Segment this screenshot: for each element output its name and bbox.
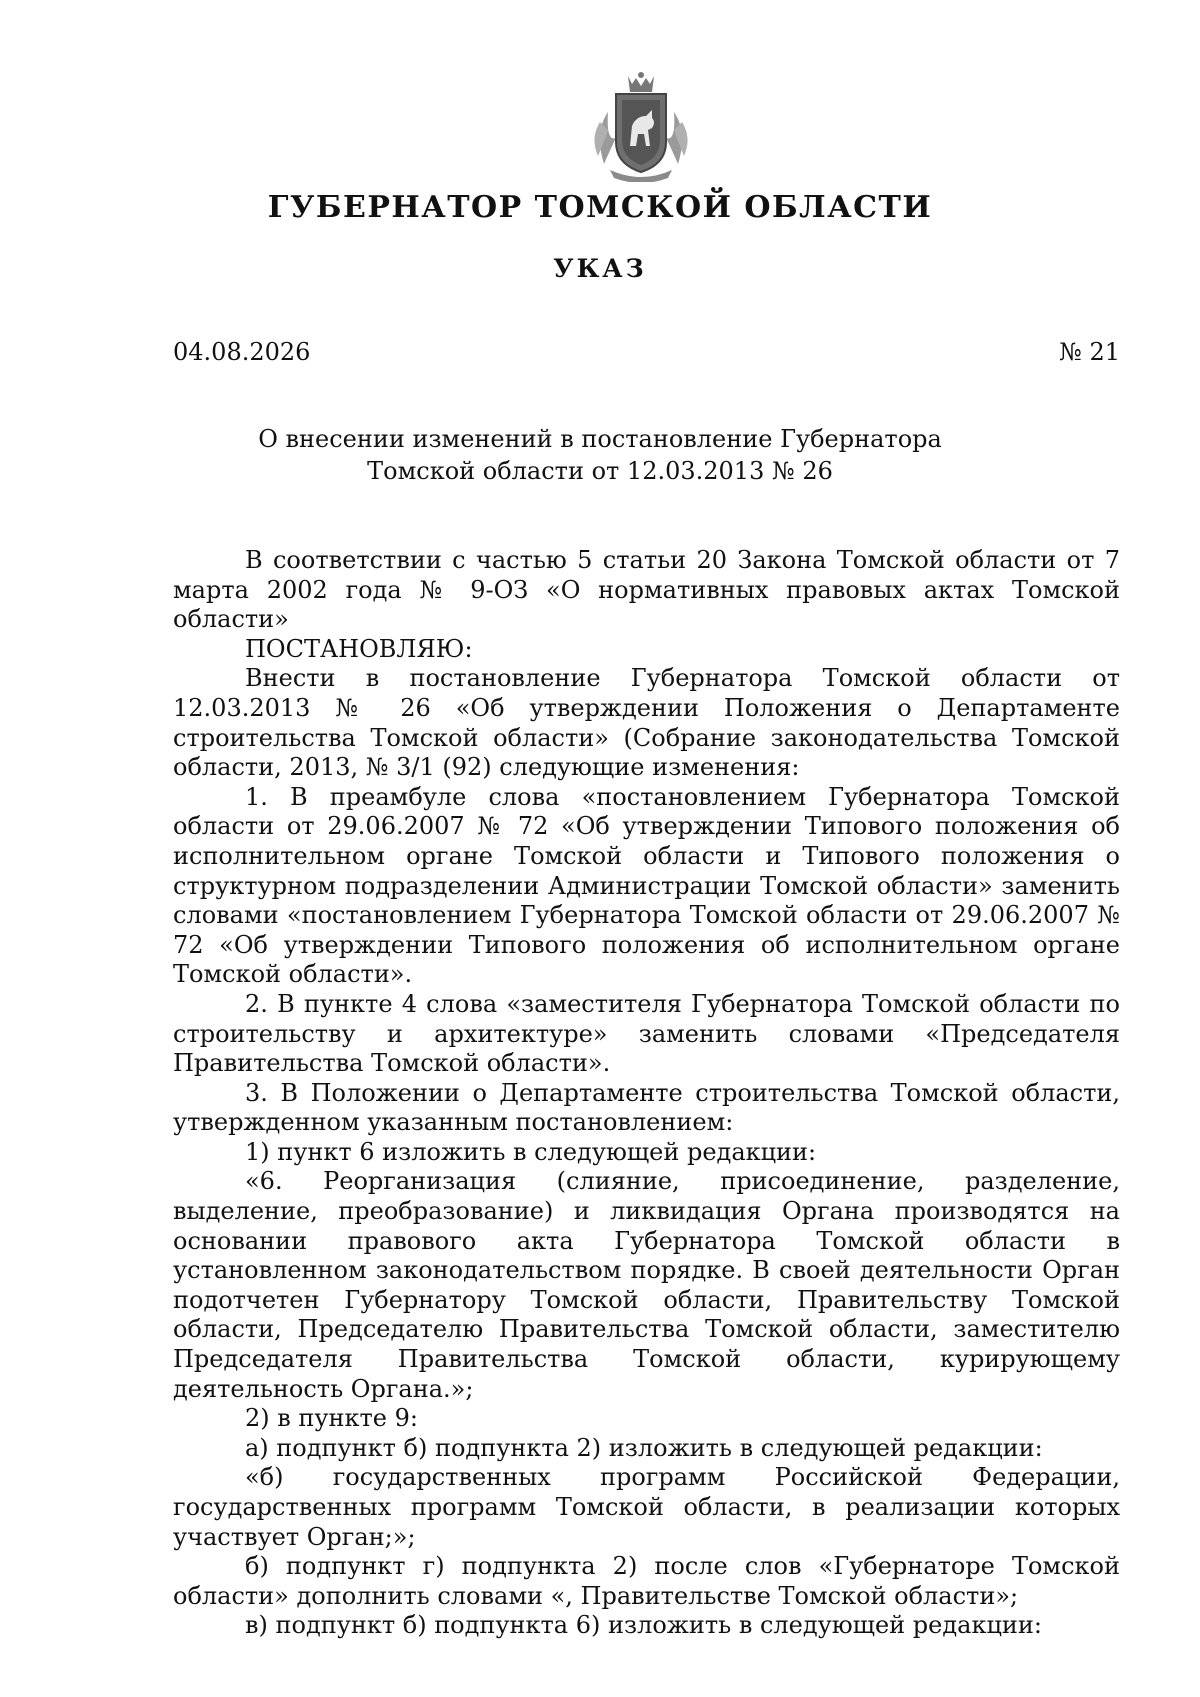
paragraph-quote: «б) государственных программ Российской Федерации, государственных программ Томской области, в реализации которых участвует Орган;»; [173,1463,1120,1551]
subject-line: Томской области от 12.03.2013 № 26 [367,457,833,485]
paragraph-item-1: 1. В преамбуле слова «постановлением Губернатора Томской области от 29.06.2007 № 72 «Об утверждении Типового положения об исполнительном органе Томской области и Типового положения о структурном подразделении Администрации Томской области» заменить словами «постановлением Губернатора Томской области от 29.06.2007 № 72 «Об утверждении Типового положения об исполнительном органе Томской области». [173,782,1120,989]
coat-of-arms-icon [586,72,696,182]
document-type: УКАЗ [553,254,647,283]
paragraph-subitem: 2) в пункте 9: [245,1404,418,1433]
document-number: № 21 [1059,338,1120,366]
document-body [173,546,1120,1641]
paragraph-item-2: 2. В пункте 4 слова «заместителя Губернатора Томской области по строительству и архитектуре» заменить словами «Председателя Правительства Томской области». [173,989,1120,1078]
paragraph-subitem: в) подпункт б) подпункта 6) изложить в следующей редакции: [245,1611,1042,1640]
paragraph-subitem: б) подпункт г) подпункта 2) после слов «Губернаторе Томской области» дополнить словами «, Правительстве Томской области»; [173,1552,1120,1610]
paragraph-preamble: В соответствии с частью 5 статьи 20 Закона Томской области от 7 марта 2002 года № 9-ОЗ «О нормативных правовых актах Томской области» [173,546,1120,634]
document-date: 04.08.2026 [173,338,311,366]
paragraph-intro: Внести в постановление Губернатора Томской области от 12.03.2013 № 26 «Об утверждении Положения о Департаменте строительства Томской области» (Собрание законодательства Томской области, 2013, № 3/1 (92) следующие изменения: [173,664,1120,782]
document-subject [0,423,1200,487]
paragraph-subitem: а) подпункт б) подпункта 2) изложить в следующей редакции: [245,1433,1043,1462]
subject-line: О внесении изменений в постановление Губернатора [258,425,942,453]
org-title: ГУБЕРНАТОР ТОМСКОЙ ОБЛАСТИ [267,190,933,225]
paragraph-quote: «6. Реорганизация (слияние, присоединение, разделение, выделение, преобразование) и ликвидация Органа производятся на основании правового акта Губернатора Томской области в установленном законодательством порядке. В своей деятельности Орган подотчетен Губернатору Томской области, Правительству Томской области, Председателю Правительства Томской области, заместителю Председателя Правительства Томской области, курирующему деятельность Органа.»; [173,1167,1120,1403]
paragraph-item-3: 3. В Положении о Департаменте строительства Томской области, утвержденном указанным постановлением: [173,1078,1120,1137]
paragraph-subitem: 1) пункт 6 изложить в следующей редакции: [245,1137,817,1166]
paragraph-decree-word: ПОСТАНОВЛЯЮ: [245,634,473,663]
